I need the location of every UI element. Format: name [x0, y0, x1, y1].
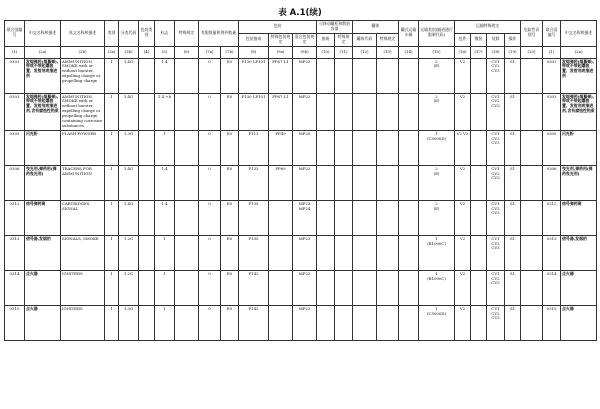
- column-number: (11): [335, 46, 353, 58]
- table-row: [5, 305, 597, 340]
- cell-hazard-id: [521, 58, 543, 93]
- column-number: (14): [399, 46, 419, 58]
- cell-tank-code: [353, 93, 377, 130]
- cell-ts-package: V2: [455, 165, 471, 200]
- cell-tank-vehicle: [399, 93, 419, 130]
- cell-special-provisions: [175, 305, 199, 340]
- cell-en-name: SIGNALS, SMOKE: [61, 235, 105, 270]
- tunnel-code: (E): [433, 170, 440, 176]
- cell-hazard-id: [521, 270, 543, 305]
- cell-tank-special-2: [377, 130, 399, 165]
- cell-ts-loading: CV1 CV2 CV3: [487, 93, 505, 130]
- header-tank: 罐体: [353, 21, 399, 34]
- cell-tank-special-2: [377, 58, 399, 93]
- cell-labels: 1: [155, 270, 175, 305]
- column-number: (19): [505, 46, 521, 58]
- column-number: (4): [139, 46, 155, 58]
- header-tank-special: 特殊规定: [335, 33, 353, 46]
- cell-hazard-id: [521, 200, 543, 235]
- column-number: (2b): [61, 46, 105, 58]
- cell-ts-operation: S1: [505, 165, 521, 200]
- cell-excepted-qty: E0: [221, 200, 239, 235]
- cell-ts-bulk: [471, 93, 487, 130]
- cell-special-packing: [269, 270, 293, 305]
- header-limited-excepted: 有限数量和例外数量: [199, 21, 239, 47]
- cell-mixed-packing: MP20: [293, 130, 317, 165]
- header-packing-group: 包装类别: [139, 21, 155, 47]
- cell-ts-bulk: [471, 200, 487, 235]
- cell-packing-group: [139, 165, 155, 200]
- cell-tank-special: [335, 165, 353, 200]
- cell-tank-instruction: [317, 165, 335, 200]
- cell-transport-category: [419, 130, 455, 165]
- cell-limited-qty: 0: [199, 130, 221, 165]
- cell-special-packing: PP67 L1: [269, 93, 293, 130]
- cell-transport-category: [419, 270, 455, 305]
- cell-ts-package: V2: [455, 93, 471, 130]
- transport-category-value: 1: [435, 235, 438, 241]
- cell-excepted-qty: E0: [221, 305, 239, 340]
- cell-special-provisions: [175, 58, 199, 93]
- header-portable-tank: 可移动罐柜和散装容器: [317, 21, 353, 34]
- cell-ts-bulk: [471, 165, 487, 200]
- transport-category-value: 1: [435, 270, 438, 276]
- cell-ts-loading: CV1 CV2 CV3: [487, 200, 505, 235]
- cell-excepted-qty: E0: [221, 58, 239, 93]
- cell-cn-name: 信号器,发烟的: [25, 235, 61, 270]
- cell-ts-bulk: [471, 58, 487, 93]
- cell-tank-special: [335, 130, 353, 165]
- cell-limited-qty: 0: [199, 165, 221, 200]
- page-title: 表 A.1(续): [278, 8, 322, 18]
- cell-packing-instruction: P142: [239, 270, 269, 305]
- cell-class: 1: [105, 200, 119, 235]
- column-number: (7a): [199, 46, 221, 58]
- cell-hazard-id: [521, 235, 543, 270]
- column-number: (16): [455, 46, 471, 58]
- header-un-no: 联合国编号: [5, 21, 25, 47]
- cell-hazard-id: [521, 165, 543, 200]
- header-transport-special: 运输特殊规定: [455, 21, 521, 34]
- cell-cn-name: 点火器: [25, 305, 61, 340]
- header-mixed-packing: 混合包装规定: [293, 33, 317, 46]
- cell-tank-special: [335, 270, 353, 305]
- cell-packing-group: [139, 270, 155, 305]
- column-number: (5): [155, 46, 175, 58]
- transport-category-value: 2: [435, 93, 438, 99]
- cell-class-code: 1.4G: [119, 200, 139, 235]
- tunnel-code: (E): [433, 63, 440, 69]
- cell-tank-vehicle: [399, 305, 419, 340]
- column-number: (6): [175, 46, 199, 58]
- cell-labels: 1.4: [155, 58, 175, 93]
- cell-cn-name: 闪光粉: [25, 130, 61, 165]
- column-number: (9a): [269, 46, 293, 58]
- cell-packing-group: [139, 58, 155, 93]
- cell-cn-name-repeat: 曳光剂,弹药用(弹药曳光剂): [561, 165, 597, 200]
- column-number: (3a): [105, 46, 119, 58]
- cell-transport-category: [419, 165, 455, 200]
- cell-en-name: AMMUNITION, SMOKE with or without burster, expelling charge or propelling charge: [61, 58, 105, 93]
- cell-limited-qty: 0: [199, 58, 221, 93]
- cell-special-provisions: [175, 270, 199, 305]
- header-labels: 标志: [155, 21, 175, 47]
- cell-ts-package: V2: [455, 270, 471, 305]
- cell-un-no: 0306: [5, 165, 25, 200]
- cell-ts-operation: S1: [505, 305, 521, 340]
- cell-tank-special-2: [377, 305, 399, 340]
- header-special-provisions: 特殊规定: [175, 21, 199, 47]
- cell-tank-instruction: [317, 200, 335, 235]
- cell-class-code: 1.3G: [119, 305, 139, 340]
- cell-tank-vehicle: [399, 165, 419, 200]
- cell-en-name: FLASH POWDER: [61, 130, 105, 165]
- cell-un-no-repeat: 0312: [543, 200, 561, 235]
- cell-class: 1: [105, 165, 119, 200]
- column-number: (17): [471, 46, 487, 58]
- cell-tank-special: [335, 200, 353, 235]
- cell-labels: 1: [155, 130, 175, 165]
- cell-class-code: 1.2G: [119, 270, 139, 305]
- table-row: [5, 235, 597, 270]
- cell-un-no-repeat: 0303: [543, 58, 561, 93]
- cell-en-name: AMMUNITION, SMOKE with or without burster, expelling charge or propelling charge, containing corrosive substances: [61, 93, 105, 130]
- cell-ts-loading: CV1 CV2 CV3: [487, 165, 505, 200]
- column-number: (12): [353, 46, 377, 58]
- tunnel-code: (E): [433, 205, 440, 211]
- cell-tank-special: [335, 235, 353, 270]
- cell-cn-name-repeat: 信号弹药筒: [561, 200, 597, 235]
- header-packaging: 包装: [239, 21, 317, 34]
- cell-cn-name-repeat: 发烟弹药(烟幕弹),带或不带起爆装置、发射剂或推进剂,含有腐蚀性物质: [561, 93, 597, 130]
- cell-ts-loading: CV1 CV2 CV3: [487, 235, 505, 270]
- cell-labels: 1: [155, 305, 175, 340]
- cell-cn-name: 曳光剂,弹药用(弹药曳光剂): [25, 165, 61, 200]
- cell-cn-name-repeat: 发烟弹药(烟幕弹),带或不带起爆装置、发射剂或推进剂: [561, 58, 597, 93]
- cell-hazard-id: [521, 305, 543, 340]
- cell-labels: 1: [155, 235, 175, 270]
- cell-packing-instruction: P135: [239, 200, 269, 235]
- cell-cn-name: 点火器: [25, 270, 61, 305]
- cell-tank-special: [335, 305, 353, 340]
- cell-limited-qty: 0: [199, 235, 221, 270]
- cell-class-code: 1.4G: [119, 165, 139, 200]
- cell-tank-code: [353, 305, 377, 340]
- cell-tank-special: [335, 93, 353, 130]
- cell-special-provisions: [175, 165, 199, 200]
- cell-limited-qty: 0: [199, 93, 221, 130]
- cell-special-provisions: [175, 130, 199, 165]
- cell-transport-category: [419, 200, 455, 235]
- cell-ts-bulk: [471, 305, 487, 340]
- cell-tank-special-2: [377, 235, 399, 270]
- header-tank-vehicle: 罐式运输车辆: [399, 21, 419, 47]
- cell-class: 1: [105, 270, 119, 305]
- cell-transport-category: [419, 235, 455, 270]
- header-class-code: 分类代码: [119, 21, 139, 47]
- cell-ts-bulk: [471, 130, 487, 165]
- cell-tank-instruction: [317, 270, 335, 305]
- table-row: [5, 130, 597, 165]
- cell-ts-operation: S1: [505, 93, 521, 130]
- cell-ts-package: V2: [455, 305, 471, 340]
- cell-excepted-qty: E0: [221, 270, 239, 305]
- cell-class-code: 1.3G: [119, 130, 139, 165]
- cell-mixed-packing: MP23: [293, 305, 317, 340]
- cell-ts-loading: CV1 CV2 CV3: [487, 58, 505, 93]
- column-number: (8): [239, 46, 269, 58]
- cell-un-no-repeat: 0314: [543, 270, 561, 305]
- cell-un-no-repeat: 0313: [543, 235, 561, 270]
- header-cn-name: 中文名称和描述: [25, 21, 61, 47]
- header-packing-instruction: 包装指南: [239, 33, 269, 46]
- cell-cn-name-repeat: 点火器: [561, 305, 597, 340]
- cell-cn-name: 发烟弹药(烟幕弹),带或不带起爆装置、发射剂或推进剂: [25, 58, 61, 93]
- cell-special-packing: PP67 L1: [269, 58, 293, 93]
- header-tank-instruction: 指南: [317, 33, 335, 46]
- cell-packing-group: [139, 200, 155, 235]
- cell-packing-instruction: P130 LP101: [239, 58, 269, 93]
- header-ts-operation: 操作: [505, 33, 521, 46]
- cell-tank-special: [335, 58, 353, 93]
- cell-packing-instruction: P135: [239, 235, 269, 270]
- table-row: [5, 270, 597, 305]
- table-row: [5, 93, 597, 130]
- cell-ts-loading: CV1 CV2 CV3: [487, 130, 505, 165]
- column-number: (15): [419, 46, 455, 58]
- cell-packing-group: [139, 130, 155, 165]
- cell-en-name: IGNITERS: [61, 270, 105, 305]
- cell-packing-group: [139, 305, 155, 340]
- cell-limited-qty: 0: [199, 200, 221, 235]
- cell-excepted-qty: E0: [221, 235, 239, 270]
- cell-un-no: 0315: [5, 305, 25, 340]
- transport-category-value: 2: [435, 200, 438, 206]
- cell-class-code: 1.4G: [119, 58, 139, 93]
- cell-mixed-packing: MP23: [293, 93, 317, 130]
- header-cn-name-repeat: 中文名称和描述: [561, 21, 597, 47]
- tunnel-code: (C5000D): [426, 135, 447, 141]
- cell-special-packing: [269, 200, 293, 235]
- column-number: (10): [317, 46, 335, 58]
- header-ts-loading: 装卸: [487, 33, 505, 46]
- cell-special-packing: PP49: [269, 130, 293, 165]
- table-header: [5, 21, 597, 59]
- cell-class: 1: [105, 130, 119, 165]
- cell-tank-code: [353, 130, 377, 165]
- cell-tank-code: [353, 235, 377, 270]
- cell-un-no: 0305: [5, 130, 25, 165]
- cell-tank-vehicle: [399, 235, 419, 270]
- cell-tank-special-2: [377, 270, 399, 305]
- cell-tank-instruction: [317, 130, 335, 165]
- cell-hazard-id: [521, 93, 543, 130]
- cell-ts-package: V2 V3: [455, 130, 471, 165]
- header-class: 类别: [105, 21, 119, 47]
- cell-special-packing: [269, 305, 293, 340]
- cell-special-packing: [269, 235, 293, 270]
- table-row: [5, 200, 597, 235]
- cell-packing-instruction: P133: [239, 165, 269, 200]
- cell-ts-loading: CV1 CV2 CV3: [487, 270, 505, 305]
- cell-class-code: 1.2G: [119, 235, 139, 270]
- cell-un-no-repeat: 0305: [543, 130, 561, 165]
- cell-ts-operation: S1: [505, 200, 521, 235]
- cell-ts-bulk: [471, 235, 487, 270]
- cell-ts-operation: S1: [505, 235, 521, 270]
- cell-excepted-qty: E0: [221, 93, 239, 130]
- transport-category-value: 1: [435, 305, 438, 311]
- cell-class: 1: [105, 235, 119, 270]
- cell-excepted-qty: E0: [221, 165, 239, 200]
- tunnel-code: (B1000C): [427, 240, 446, 246]
- cell-mixed-packing: MP23: [293, 58, 317, 93]
- cell-tank-code: [353, 165, 377, 200]
- cell-hazard-id: [521, 130, 543, 165]
- cell-un-no: 0303: [5, 58, 25, 93]
- cell-transport-category: [419, 305, 455, 340]
- cell-un-no-repeat: 0315: [543, 305, 561, 340]
- cell-ts-package: V2: [455, 200, 471, 235]
- cell-mixed-packing: MP23 MP24: [293, 200, 317, 235]
- cell-labels: 1.4 +8: [155, 93, 175, 130]
- column-number: (18): [487, 46, 505, 58]
- cell-special-provisions: [175, 93, 199, 130]
- table-body: [5, 58, 597, 340]
- cell-un-no: 0303: [5, 93, 25, 130]
- cell-cn-name: 发烟弹药(烟幕弹),带或不带起爆装置、发射剂或推进剂,含有腐蚀性物质: [25, 93, 61, 130]
- cell-tank-instruction: [317, 305, 335, 340]
- cell-ts-operation: S1: [505, 58, 521, 93]
- cell-tank-vehicle: [399, 270, 419, 305]
- column-number: (3b): [119, 46, 139, 58]
- cell-mixed-packing: MP23: [293, 270, 317, 305]
- cell-cn-name-repeat: 信号器,发烟的: [561, 235, 597, 270]
- column-number: (1): [543, 46, 561, 58]
- cell-tank-instruction: [317, 93, 335, 130]
- cell-packing-group: [139, 93, 155, 130]
- header-hazard-id: 危险性识别号: [521, 21, 543, 47]
- tunnel-code: (B1000C): [427, 275, 446, 281]
- cell-transport-category: [419, 58, 455, 93]
- tunnel-code: (E): [433, 98, 440, 104]
- transport-category-value: 2: [435, 165, 438, 171]
- cell-ts-package: V2: [455, 235, 471, 270]
- table-row: [5, 58, 597, 93]
- cell-un-no-repeat: 0306: [543, 165, 561, 200]
- transport-category-value: 1: [435, 130, 438, 136]
- cell-class-code: 1.4G: [119, 93, 139, 130]
- cell-ts-package: V2: [455, 58, 471, 93]
- cell-mixed-packing: MP23: [293, 165, 317, 200]
- cell-packing-instruction: P142: [239, 305, 269, 340]
- header-ts-package: 包件: [455, 33, 471, 46]
- column-number: (13): [377, 46, 399, 58]
- cell-special-packing: PP69: [269, 165, 293, 200]
- cell-packing-group: [139, 235, 155, 270]
- header-ts-bulk: 散装: [471, 33, 487, 46]
- column-number: (7b): [221, 46, 239, 58]
- cell-cn-name-repeat: 点火器: [561, 270, 597, 305]
- cell-mixed-packing: MP23: [293, 235, 317, 270]
- cell-un-no: 0312: [5, 200, 25, 235]
- cell-special-provisions: [175, 235, 199, 270]
- header-un-no-repeat: 联合国编号: [543, 21, 561, 47]
- transport-category-value: 2: [435, 58, 438, 64]
- cell-tank-code: [353, 200, 377, 235]
- cell-limited-qty: 0: [199, 270, 221, 305]
- cell-ts-loading: CV1 CV2 CV3: [487, 305, 505, 340]
- cell-en-name: IGNITERS: [61, 305, 105, 340]
- header-tank-code: 罐体代码: [353, 33, 377, 46]
- cell-excepted-qty: E0: [221, 130, 239, 165]
- cell-packing-instruction: P113: [239, 130, 269, 165]
- cell-un-no: 0314: [5, 270, 25, 305]
- table-row: [5, 165, 597, 200]
- cell-transport-category: [419, 93, 455, 130]
- cell-special-provisions: [175, 200, 199, 235]
- tunnel-code: (C5000D): [426, 310, 447, 316]
- cell-ts-bulk: [471, 270, 487, 305]
- cell-un-no-repeat: 0303: [543, 93, 561, 130]
- cell-tank-special-2: [377, 93, 399, 130]
- column-number: (9b): [293, 46, 317, 58]
- cell-tank-vehicle: [399, 58, 419, 93]
- cell-un-no: 0313: [5, 235, 25, 270]
- cell-cn-name: 信号弹药筒: [25, 200, 61, 235]
- cell-packing-instruction: P130 LP101: [239, 93, 269, 130]
- cell-tank-vehicle: [399, 200, 419, 235]
- cell-ts-operation: S1: [505, 270, 521, 305]
- header-tank-special-2: 特殊规定: [377, 33, 399, 46]
- column-number-row: [5, 46, 597, 58]
- column-number: (2a): [561, 46, 597, 58]
- cell-class: 1: [105, 305, 119, 340]
- header-en-name: 英文名称和描述: [61, 21, 105, 47]
- cell-class: 1: [105, 93, 119, 130]
- cell-en-name: CARTRIDGES, SIGNAL: [61, 200, 105, 235]
- cell-tank-special-2: [377, 165, 399, 200]
- header-transport-category: 运输类别(隧道通行限制代码): [419, 21, 455, 47]
- cell-labels: 1.4: [155, 200, 175, 235]
- cell-tank-instruction: [317, 58, 335, 93]
- cell-tank-code: [353, 58, 377, 93]
- cell-tank-instruction: [317, 235, 335, 270]
- cell-ts-operation: S1: [505, 130, 521, 165]
- column-number: (2a): [25, 46, 61, 58]
- header-special-packing: 特殊包装规定: [269, 33, 293, 46]
- cell-limited-qty: 0: [199, 305, 221, 340]
- cell-labels: 1.4: [155, 165, 175, 200]
- cell-class: 1: [105, 58, 119, 93]
- column-number: (1): [5, 46, 25, 58]
- column-number: (20): [521, 46, 543, 58]
- cell-en-name: TRACERS FOR AMMUNITION: [61, 165, 105, 200]
- cell-tank-special-2: [377, 200, 399, 235]
- cell-tank-vehicle: [399, 130, 419, 165]
- cell-cn-name-repeat: 闪光粉: [561, 130, 597, 165]
- cell-tank-code: [353, 270, 377, 305]
- dangerous-goods-table: [4, 20, 597, 341]
